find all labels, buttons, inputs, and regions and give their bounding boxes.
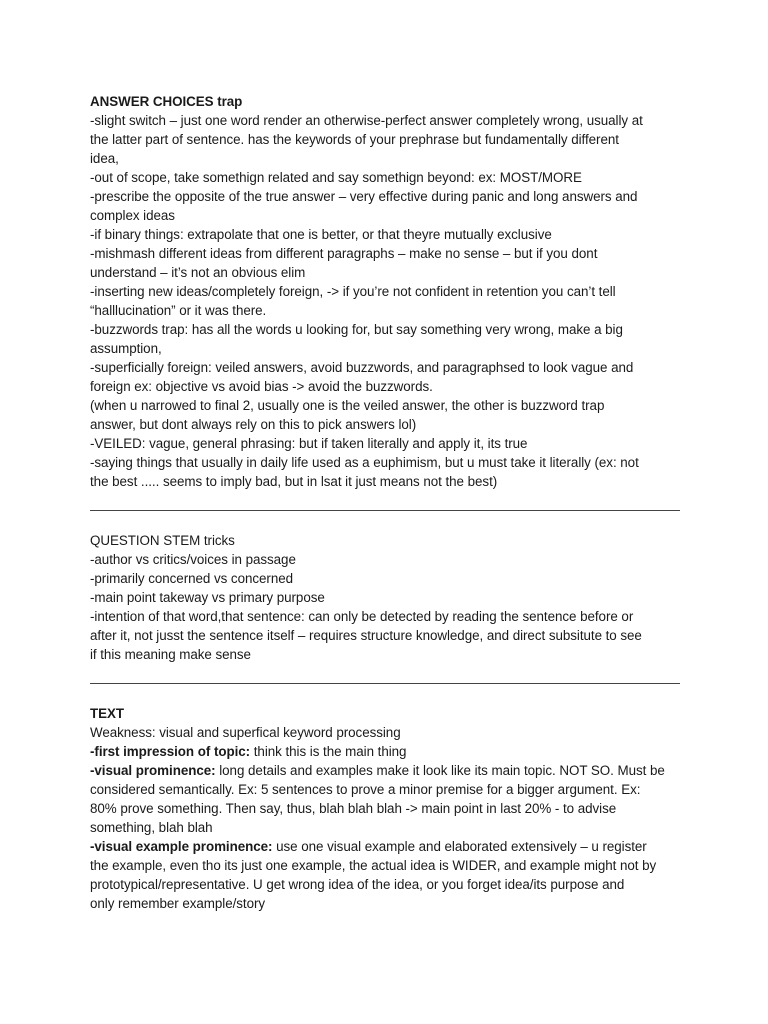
first-impression-lead: -first impression of topic: [90,744,251,759]
section-divider [90,510,680,511]
text-line: after it, not jusst the sentence itself – requires structure knowledge, and direct subsitute to see [90,628,642,643]
text-line: the best ..... seems to imply bad, but in lsat it just means not the best) [90,474,498,489]
text-line: complex ideas [90,208,175,223]
text-line: idea, [90,151,119,166]
text-line: assumption, [90,341,162,356]
answer-choices-lines [90,111,643,491]
text-line: -author vs critics/voices in passage [90,552,296,567]
text-line: -VEILED: vague, general phrasing: but if taken literally and apply it, its true [90,436,528,451]
text-line: -saying things that usually in daily life used as a euphimism, but u must take it literally (ex: not [90,455,639,470]
text-heading: TEXT [90,706,125,721]
first-impression-text: think this is the main thing [250,744,407,759]
text-line: -prescribe the opposite of the true answer – very effective during panic and long answers and [90,189,638,204]
text-line: something, blah blah [90,820,213,835]
text-line: answer, but dont always rely on this to pick answers lol) [90,417,417,432]
text-line: -mishmash different ideas from different paragraphs – make no sense – but if you dont [90,246,598,261]
text-line: understand – it’s not an obvious elim [90,265,306,280]
text-line: -primarily concerned vs concerned [90,571,294,586]
text-line: “halllucination” or it was there. [90,303,267,318]
text-line: foreign ex: objective vs avoid bias -> avoid the buzzwords. [90,379,433,394]
visual-prominence-text: long details and examples make it look like its main topic. NOT SO. Must be [215,763,665,778]
text-section [90,704,665,913]
question-stem-section [90,531,642,664]
text-line: (when u narrowed to final 2, usually one is the veiled answer, the other is buzzword trap [90,398,605,413]
question-stem-heading: QUESTION STEM tricks [90,533,235,548]
text-line: -main point takeway vs primary purpose [90,590,325,605]
text-line: 80% prove something. Then say, thus, blah blah blah -> main point in last 20% - to advise [90,801,617,816]
answer-choices-heading: ANSWER CHOICES trap [90,94,243,109]
text-line: -superficially foreign: veiled answers, avoid buzzwords, and paragraphsed to look vague and [90,360,634,375]
visual-example-line [90,837,665,856]
text-line: the latter part of sentence. has the keywords of your prephrase but fundamentally different [90,132,619,147]
text-line: -intention of that word,that sentence: can only be detected by reading the sentence before or [90,609,634,624]
text-line: only remember example/story [90,896,266,911]
first-impression-line [90,742,665,761]
text-line: -if binary things: extrapolate that one is better, or that theyre mutually exclusive [90,227,552,242]
text-line: -buzzwords trap: has all the words u looking for, but say something very wrong, make a big [90,322,623,337]
text-line: the example, even tho its just one example, the actual idea is WIDER, and example might not by [90,858,657,873]
text-line: -inserting new ideas/completely foreign, -> if you’re not confident in retention you can’t tell [90,284,616,299]
visual-prominence-line [90,761,665,780]
section-divider [90,683,680,684]
answer-choices-section [90,92,643,491]
text-line: considered semantically. Ex: 5 sentences to prove a minor premise for a bigger argument. Ex: [90,782,641,797]
text-line: if this meaning make sense [90,647,251,662]
visual-example-text: use one visual example and elaborated extensively – u register [272,839,647,854]
visual-prominence-lead: -visual prominence: [90,763,216,778]
text-line: prototypical/representative. U get wrong idea of the idea, or you forget idea/its purpose and [90,877,625,892]
text-line: -slight switch – just one word render an otherwise-perfect answer completely wrong, usually at [90,113,643,128]
visual-example-lead: -visual example prominence: [90,839,273,854]
weakness-line: Weakness: visual and superfical keyword processing [90,725,401,740]
text-line: -out of scope, take somethign related and say somethign beyond: ex: MOST/MORE [90,170,582,185]
